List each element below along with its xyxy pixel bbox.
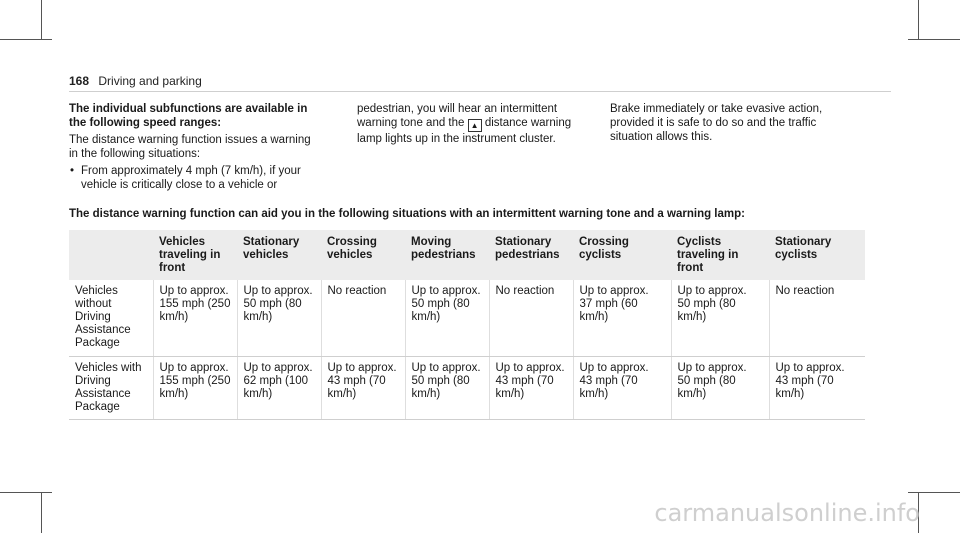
crop-mark bbox=[908, 492, 960, 493]
subfunctions-heading: The individual subfunctions are available in the following speed ranges: bbox=[69, 103, 308, 129]
column-header: Vehicles traveling in front bbox=[153, 230, 237, 280]
table-cell: Up to approx. 37 mph (60 km/h) bbox=[573, 280, 671, 357]
paragraph-text: distance warning lamp lights up in the instrument cluster. bbox=[357, 117, 572, 145]
list-item: • From approximately 4 mph (7 km/h), if your vehicle is critically close to a vehicle or bbox=[81, 164, 319, 192]
crop-mark bbox=[918, 0, 919, 40]
watermark: carmanualsonline.info bbox=[654, 499, 920, 527]
paragraph-text: pedestrian, you will hear an intermittent warning tone and the bbox=[357, 103, 558, 129]
crop-mark bbox=[0, 492, 52, 493]
table-cell: Up to approx. 43 mph (70 km/h) bbox=[489, 357, 573, 420]
speed-range-table bbox=[69, 230, 865, 420]
crop-mark bbox=[0, 39, 52, 40]
column-header bbox=[69, 230, 153, 280]
table-cell: Up to approx. 43 mph (70 km/h) bbox=[321, 357, 405, 420]
text-column-2 bbox=[357, 102, 597, 149]
text-column-1 bbox=[69, 102, 319, 192]
table-cell: Up to approx. 155 mph (250 km/h) bbox=[153, 357, 237, 420]
column-header: Cyclists traveling in front bbox=[671, 230, 769, 280]
column-header: Stationary vehicles bbox=[237, 230, 321, 280]
header-divider bbox=[69, 91, 891, 92]
column-header: Stationary pedestrians bbox=[489, 230, 573, 280]
table-cell: Up to approx. 50 mph (80 km/h) bbox=[671, 280, 769, 357]
table-cell: Vehicles without Driving Assistance Package bbox=[69, 280, 153, 357]
table-cell: Up to approx. 43 mph (70 km/h) bbox=[769, 357, 865, 420]
crop-mark bbox=[908, 39, 960, 40]
table-cell: Up to approx. 43 mph (70 km/h) bbox=[573, 357, 671, 420]
table-cell: Up to approx. 50 mph (80 km/h) bbox=[405, 357, 489, 420]
table-cell: Up to approx. 50 mph (80 km/h) bbox=[237, 280, 321, 357]
text-column-3 bbox=[610, 102, 860, 147]
column-header: Crossing cyclists bbox=[573, 230, 671, 280]
table-title: The distance warning function can aid you in the following situations with an intermittent warning tone and a warning lamp: bbox=[69, 208, 745, 220]
table-header-row bbox=[69, 230, 865, 280]
brake-paragraph: Brake immediately or take evasive action, provided it is safe to do so and the traffic situation allows this. bbox=[610, 103, 823, 143]
table-cell: Up to approx. 50 mph (80 km/h) bbox=[405, 280, 489, 357]
table-row bbox=[69, 280, 865, 357]
column-header: Moving pedestrians bbox=[405, 230, 489, 280]
section-title: Driving and parking bbox=[98, 74, 202, 88]
page-header bbox=[69, 74, 202, 88]
table-cell: No reaction bbox=[769, 280, 865, 357]
crop-mark bbox=[41, 0, 42, 40]
table-cell: No reaction bbox=[489, 280, 573, 357]
distance-warning-icon: ▲ bbox=[468, 119, 482, 132]
table-cell: Vehicles with Driving Assistance Package bbox=[69, 357, 153, 420]
column-header: Crossing vehicles bbox=[321, 230, 405, 280]
table-cell: Up to approx. 50 mph (80 km/h) bbox=[671, 357, 769, 420]
table-cell: Up to approx. 62 mph (100 km/h) bbox=[237, 357, 321, 420]
table-cell: Up to approx. 155 mph (250 km/h) bbox=[153, 280, 237, 357]
table-row bbox=[69, 357, 865, 420]
page-number: 168 bbox=[69, 74, 90, 88]
crop-mark bbox=[41, 492, 42, 533]
continuation-paragraph bbox=[357, 102, 597, 146]
column-header: Stationary cyclists bbox=[769, 230, 865, 280]
table-cell: No reaction bbox=[321, 280, 405, 357]
intro-paragraph: The distance warning function issues a warning in the following situations: bbox=[69, 134, 311, 160]
situation-list bbox=[69, 164, 319, 192]
